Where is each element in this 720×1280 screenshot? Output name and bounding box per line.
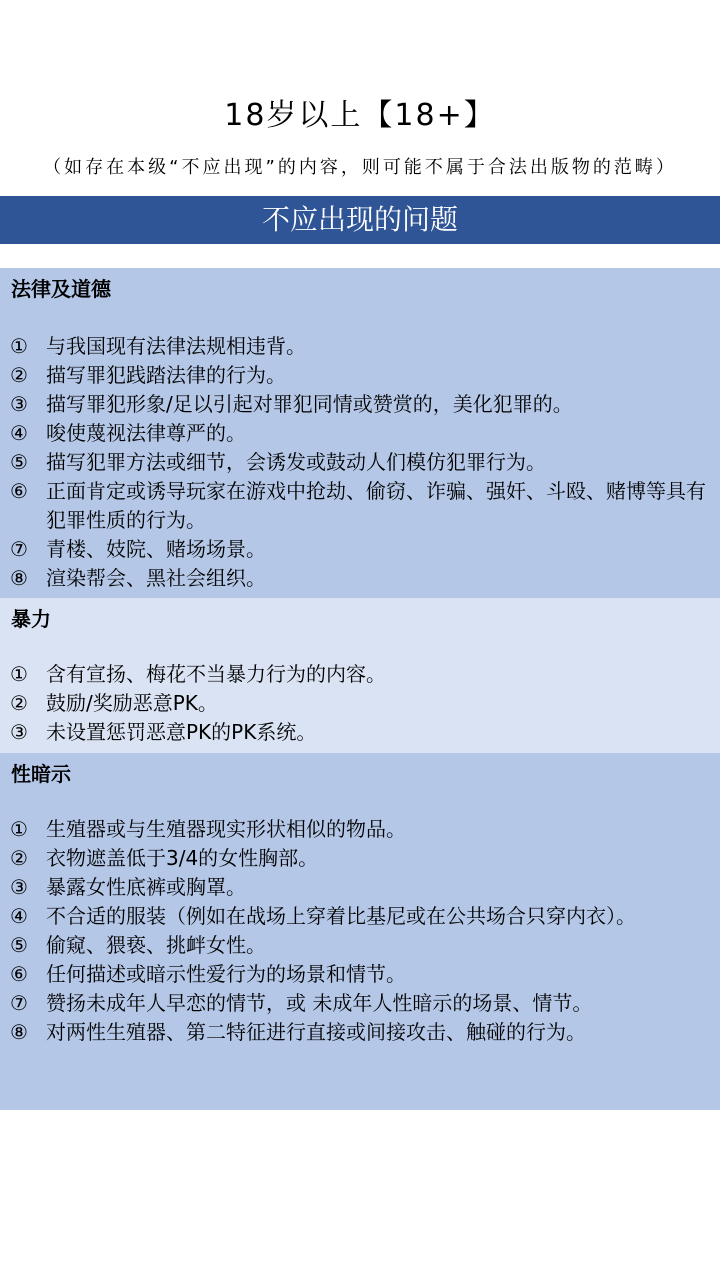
list-item <box>10 564 712 593</box>
item-number: ③ <box>10 392 28 416</box>
item-text: 描写犯罪方法或细节，会诱发或鼓动人们模仿犯罪行为。 <box>46 450 546 474</box>
item-number: ③ <box>10 875 28 899</box>
section-title: 法律及道德 <box>11 277 111 301</box>
item-number: ⑤ <box>10 450 28 474</box>
section-header-bar: 不应出现的问题 <box>0 196 720 244</box>
item-number: ③ <box>10 720 28 744</box>
list-item <box>10 332 712 361</box>
item-text: 正面肯定或诱导玩家在游戏中抢劫、偷窃、诈骗、强奸、斗殴、赌博等具有犯罪性质的行为。 <box>46 479 706 532</box>
list-item <box>10 931 712 960</box>
list-item <box>10 1018 712 1047</box>
item-text: 衣物遮盖低于3/4的女性胸部。 <box>46 846 319 870</box>
item-list <box>10 815 712 1047</box>
list-item <box>10 535 712 564</box>
item-number: ① <box>10 817 28 841</box>
item-text: 含有宣扬、梅花不当暴力行为的内容。 <box>46 662 386 686</box>
item-number: ⑦ <box>10 537 28 561</box>
item-number: ⑤ <box>10 933 28 957</box>
list-item <box>10 873 712 902</box>
item-text: 渲染帮会、黑社会组织。 <box>46 566 266 590</box>
item-text: 青楼、妓院、赌场场景。 <box>46 537 266 561</box>
item-text: 未设置惩罚恶意PK的PK系统。 <box>46 720 317 744</box>
item-text: 暴露女性底裤或胸罩。 <box>46 875 246 899</box>
item-text: 鼓励/奖励恶意PK。 <box>46 691 218 715</box>
item-text: 赞扬未成年人早恋的情节，或 未成年人性暗示的场景、情节。 <box>46 991 593 1015</box>
item-text: 与我国现有法律法规相违背。 <box>46 334 306 358</box>
list-item <box>10 718 712 747</box>
list-item <box>10 361 712 390</box>
item-number: ② <box>10 846 28 870</box>
item-number: ⑧ <box>10 566 28 590</box>
item-text: 描写罪犯践踏法律的行为。 <box>46 363 286 387</box>
section-title: 暴力 <box>11 607 51 631</box>
item-text: 任何描述或暗示性爱行为的场景和情节。 <box>46 962 406 986</box>
item-text: 生殖器或与生殖器现实形状相似的物品。 <box>46 817 406 841</box>
list-item <box>10 815 712 844</box>
list-item <box>10 390 712 419</box>
section-law-morality <box>0 268 720 598</box>
item-text: 不合适的服装（例如在战场上穿着比基尼或在公共场合只穿内衣）。 <box>46 904 636 928</box>
item-text: 对两性生殖器、第二特征进行直接或间接攻击、触碰的行为。 <box>46 1020 586 1044</box>
list-item <box>10 989 712 1018</box>
list-item <box>10 844 712 873</box>
item-number: ⑦ <box>10 991 28 1015</box>
item-number: ④ <box>10 904 28 928</box>
section-violence <box>0 598 720 753</box>
page-subtitle: （如存在本级“不应出现”的内容，则可能不属于合法出版物的范畴） <box>43 157 677 178</box>
list-item <box>10 660 712 689</box>
list-item <box>10 960 712 989</box>
item-number: ⑥ <box>10 479 28 503</box>
item-number: ⑥ <box>10 962 28 986</box>
item-number: ⑧ <box>10 1020 28 1044</box>
list-item <box>10 689 712 718</box>
section-sexual-content <box>0 753 720 1110</box>
item-text: 偷窥、猥亵、挑衅女性。 <box>46 933 266 957</box>
page-title: 18岁以上【18+】 <box>224 98 496 133</box>
item-text: 描写罪犯形象/足以引起对罪犯同情或赞赏的，美化犯罪的。 <box>46 392 573 416</box>
item-number: ④ <box>10 421 28 445</box>
item-text: 唆使蔑视法律尊严的。 <box>46 421 246 445</box>
item-number: ② <box>10 363 28 387</box>
list-item <box>10 902 712 931</box>
item-number: ① <box>10 334 28 358</box>
section-title: 性暗示 <box>11 762 71 786</box>
list-item <box>10 448 712 477</box>
item-list <box>10 660 712 747</box>
list-item <box>10 419 712 448</box>
item-list <box>10 332 712 593</box>
item-number: ② <box>10 691 28 715</box>
item-number: ① <box>10 662 28 686</box>
list-item <box>10 477 712 535</box>
